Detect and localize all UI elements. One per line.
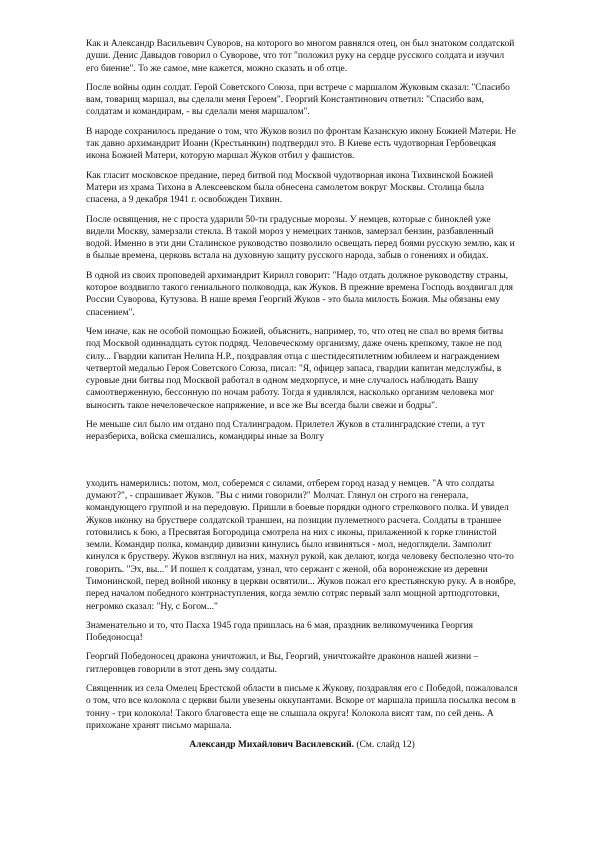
signature-line [86, 739, 518, 751]
paragraph-stalingrad-continued: уходить намерились: потом, мол, соберемся с силами, отберем город назад у немцев. "А что солдаты думают?", - спрашивает Жуков. "Вы с ними говорили?" Молчат. Глянул он строго на генерала, командующего группой и на передовую. Пришли в боевые порядки одного стрелкового полка. И увидел Жуков иконку на бруствере солдатской траншеи, на позиции пулеметного расчета. Солдаты в траншее готовились к бою, а Пресвятая Богородица смотрела на них с иконы, прилаженной к горке глинистой земли. Командир полка, командир дивизии кинулись было извиняться - мол, недоглядели. Замполит кинулся к брустверу. Жуков взглянул на них, махнул рукой, как делают, когда человеку бесполезно что-то говорить. "Эх, вы..." И пошел к солдатам, узнал, что сержант с женой, оба воронежские из деревни Тимонинской, перед войной иконку в церкви освятили... Жуков пожал его крестьянскую руку. А в ноябре, перед началом победного контрнаступления, когда землю сотряс первый залп мощной артподготовки, негромко сказал: "Ну, с Богом..." [86, 478, 516, 612]
paragraph-tikhvin-icon: Как гласит московское предание, перед битвой под Москвой чудотворная икона Тихвинской Божией Матери из храма Тихона в Алексеевском была обнесена самолетом вокруг Москвы. Столица была спасена, а 9 декабря 1941 г. освобожден Тихвин. [86, 170, 494, 206]
paragraph-easter-1945: Знаменательно и то, что Пасха 1945 года пришлась на 6 мая, праздник великомученика Георгия Победоносца! [86, 620, 474, 644]
signature-note: (См. слайд 12) [353, 740, 415, 751]
paragraph-bells: Священник из села Омелец Брестской области в письме к Жукову, поздравляя его с Победой, пожаловался о том, что все колокола с церкви были увезены оккупантами. Вскоре от маршала пришла посылка весом в тонну - три колокола! Такого благовеста еще не слышала округа! Колокола висят там, по сей день. А прихожане хранят письмо маршала. [86, 684, 518, 731]
paragraph-george-dragon: Георгий Победоносец дракона уничтожил, и Вы, Георгий, уничтожайте драконов нашей жизни – гитлеровцев говорили в этот день эму солдаты. [86, 652, 479, 675]
page-gap [86, 451, 518, 478]
paragraph-frost: После освящения, не с проста ударили 50-ти градусные морозы. У немцев, которые с биноклей уже видели Москву, замерзали стекла. В такой мороз у немецких танков, замерзал бензин, разбавленный водой. Именно в эти дни Сталинское руководство позволило освещать перед боями русскую землю, как и в былые времена, церковь встала на духовную защиту русского народа, забыв о гонениях и обидах. [86, 214, 515, 262]
paragraph-kazan-icon: В народе сохранилось предание о том, что Жуков возил по фронтам Казанскую икону Божией Матери. Не так давно архимандрит Иоанн (Крестьянкин) подтвердил это. В Киеве есть чудотворная Гербовецкая икона Божией Матери, которую маршал Жуков отбил у фашистов. [86, 126, 516, 162]
paragraph-archimandrite-kirill: В одной из своих проповедей архимандрит Кирилл говорит: "Надо отдать должное руководству страны, которое воздвигло такого гениального полководца, как Жуков. В прежние времена Господь воздвигал для России Суворова, Кутузова. В наше время Георгий Жуков - это была милость Божия. Мы обязаны ему спасением". [86, 270, 513, 318]
document-page [86, 38, 518, 759]
paragraph-moscow-battle: Чем иначе, как не особой помощью Божией, объяснить, например, то, что отец не спал во время битвы под Москвой одиннадцать суток подряд. Человеческому организму, даже очень крепкому, такое не под силу... Гвардии капитан Нелипа Н.Р., поздравляя отца с шестидесятилетним юбилеем и награждением четвертой медалью Героя Советского Союза, писал: "Я, офицер запаса, гвардии капитан медслужбы, в суровые дни битвы под Москвой работал в одном медхорпусе, и мне случалось наблюдать Вашу самоотверженную, бессонную по ночам работу. Тогда я удивлялся, насколько организм человека мог выносить такое нечеловеческое напряжение, и все же Вы всегда были свежи и бодры". [86, 326, 504, 411]
signature-name: Александр Михайлович Василевский. [189, 740, 354, 751]
paragraph-stalingrad-start: Не меньше сил было им отдано под Сталинградом. Прилетел Жуков в сталинградские степи, а тут неразбериха, войска смешались, командиры иные за Волгу [86, 420, 485, 443]
paragraph-soldier-hero: После войны один солдат. Герой Советского Союза, при встрече с маршалом Жуковым сказал: "Спасибо вам, товарищ маршал, вы сделали меня Героем". Георгий Константинович ответил: "Спасибо вам, солдатам и командирам, - вы сделали меня маршалом". [86, 82, 510, 118]
paragraph-suvorov: Как и Александр Васильевич Суворов, на которого во многом равнялся отец, он был знатоком солдатской души. Денис Давыдов говорил о Суворове, что тот "положил руку на сердце русского солдата и изучил его биение". То же самое, мне кажется, можно сказать и об отце. [86, 39, 515, 74]
